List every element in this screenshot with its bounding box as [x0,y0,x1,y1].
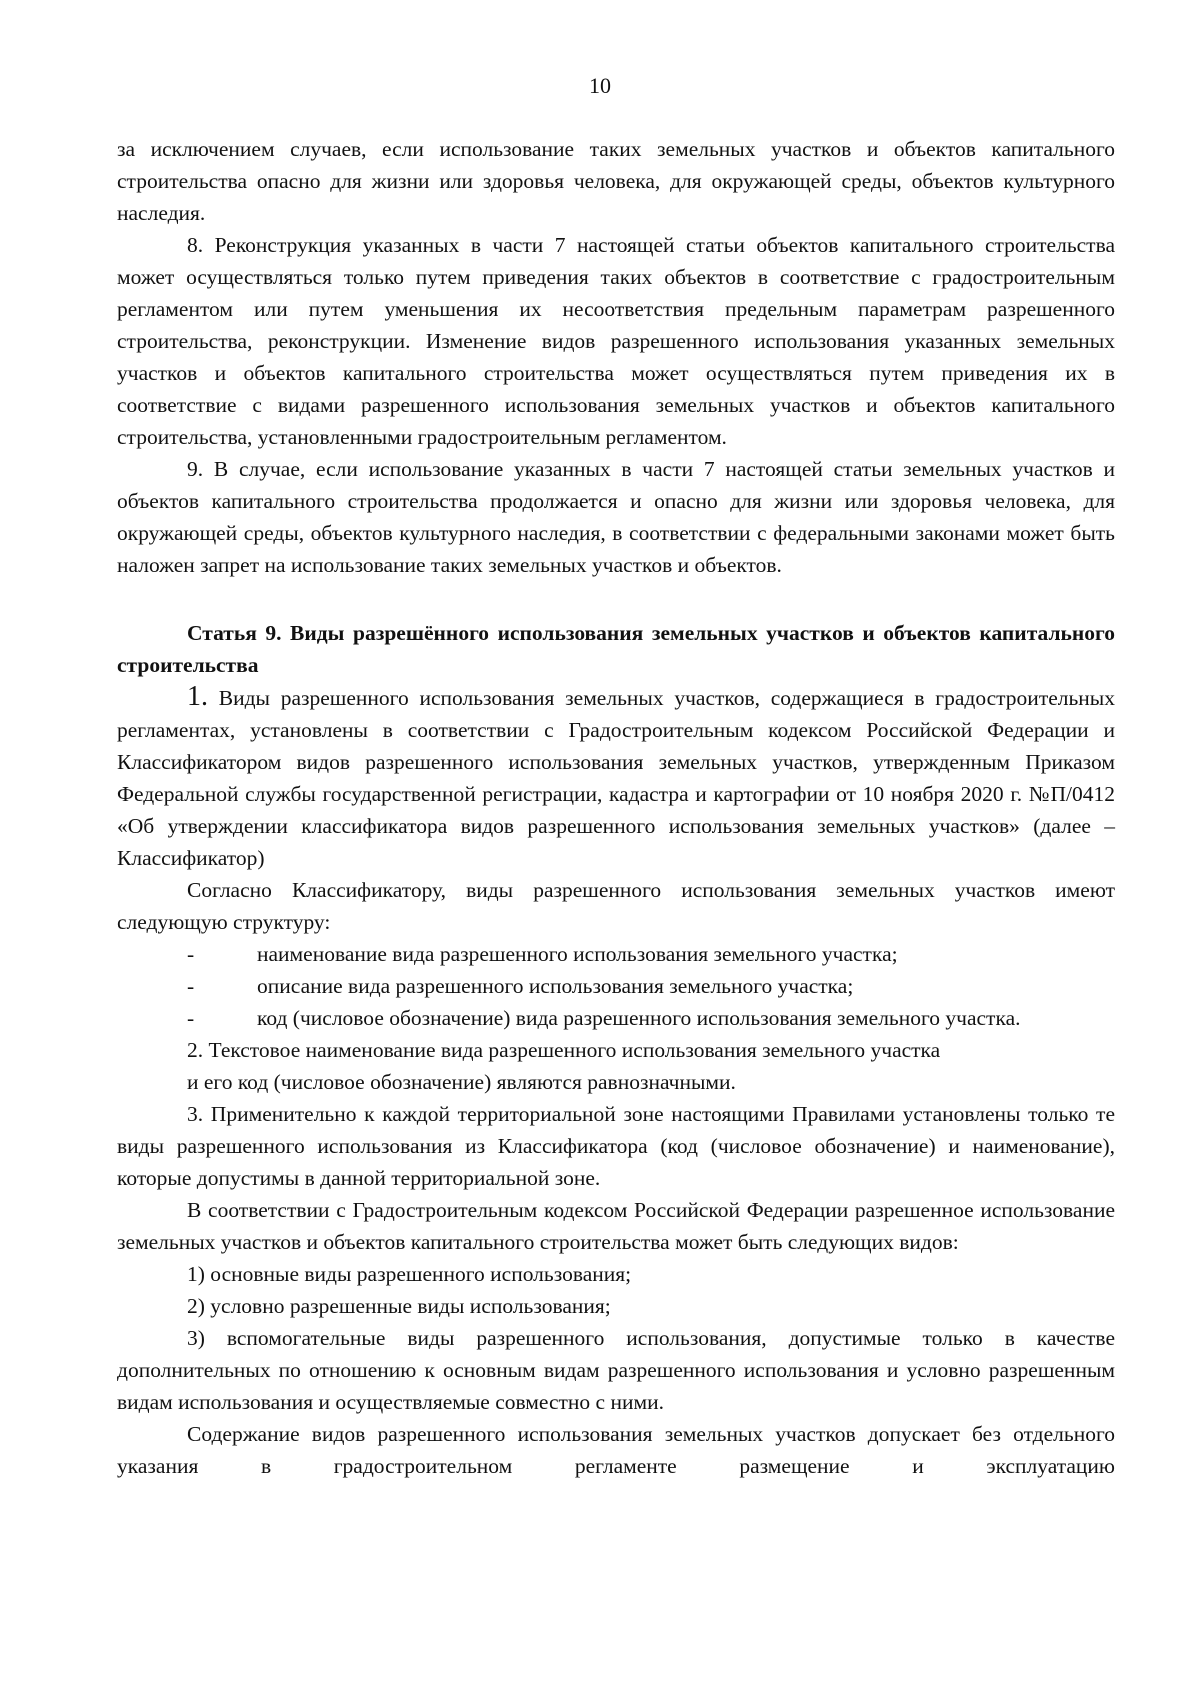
paragraph-kind-3: 3) вспомогательные виды разрешенного использования, допустимые только в качестве дополнительных по отношению к основным видам разрешенного использования и условно разрешенным видам использования и осуществляемые совместно с ними. [117,1326,1115,1414]
paragraph-article9-item-1 [117,681,1115,874]
item-number: 1. [187,681,208,712]
list-item [117,938,1115,970]
list-item-text: описание вида разрешенного использования земельного участка; [257,974,854,998]
paragraph-content-truncated: Содержание видов разрешенного использования земельных участков допускает без отдельного указания в градостроительном регламенте размещение и эксплуатацию [117,1422,1115,1478]
paragraph-item-8: 8. Реконструкция указанных в части 7 настоящей статьи объектов капитального строительства может осуществляться только путем приведения таких объектов в соответствие с градостроительным регламентом или путем уменьшения их несоответствия предельным параметрам разрешенного строительства, реконструкции. Изменение видов разрешенного использования указанных земельных участков и объектов капитального строительства может осуществляться путем приведения их в соответствие с видами разрешенного использования земельных участков и объектов капитального строительства, установленными градостроительным регламентом. [117,233,1115,449]
paragraph-continuation: за исключением случаев, если использование таких земельных участков и объектов капитального строительства опасно для жизни или здоровья человека, для окружающей среды, объектов культурного наследия. [117,137,1115,225]
paragraph-kind-1: 1) основные виды разрешенного использования; [187,1262,632,1286]
paragraph-kind-2: 2) условно разрешенные виды использования; [187,1294,611,1318]
list-dash: - [187,1006,195,1030]
list-item-text: код (числовое обозначение) вида разрешенного использования земельного участка. [257,1006,1021,1030]
list-dash: - [187,942,195,966]
paragraph-kinds-intro: В соответствии с Градостроительным кодексом Российской Федерации разрешенное использование земельных участков и объектов капитального строительства может быть следующих видов: [117,1198,1115,1254]
list-item-text: наименование вида разрешенного использования земельного участка; [257,942,898,966]
list-item [117,970,1115,1002]
paragraph-item-2-line2: и его код (числовое обозначение) являются равнозначными. [187,1070,736,1094]
paragraph-item-2-line1: 2. Текстовое наименование вида разрешенного использования земельного участка [187,1038,941,1062]
paragraph-structure-intro: Согласно Классификатору, виды разрешенного использования земельных участков имеют следующую структуру: [117,878,1115,934]
article-heading: Статья 9. Виды разрешённого использования земельных участков и объектов капитального строительства [117,621,1115,677]
paragraph-item-3: 3. Применительно к каждой территориальной зоне настоящими Правилами установлены только те виды разрешенного использования из Классификатора (код (числовое обозначение) и наименование), которые допустимы в данной территориальной зоне. [117,1102,1115,1190]
page-number: 10 [589,73,611,98]
list-item [117,1002,1115,1034]
list-dash: - [187,974,195,998]
paragraph-text: Виды разрешенного использования земельных участков, содержащиеся в градостроительных регламентах, установлены в соответствии с Градостроительным кодексом Российской Федерации и Классификатором видов разрешенного использования земельных участков, утвержденным Приказом Федеральной службы государственной регистрации, кадастра и картографии от 10 ноября 2020 г. №П/0412 «Об утверждении классификатора видов разрешенного использования земельных участков» (далее –Классификатор) [117,686,1115,870]
paragraph-item-9: 9. В случае, если использование указанных в части 7 настоящей статьи земельных участков и объектов капитального строительства продолжается и опасно для жизни или здоровья человека, для окружающей среды, объектов культурного наследия, в соответствии с федеральными законами может быть наложен запрет на использование таких земельных участков и объектов. [117,457,1115,577]
document-body [117,133,1115,1482]
